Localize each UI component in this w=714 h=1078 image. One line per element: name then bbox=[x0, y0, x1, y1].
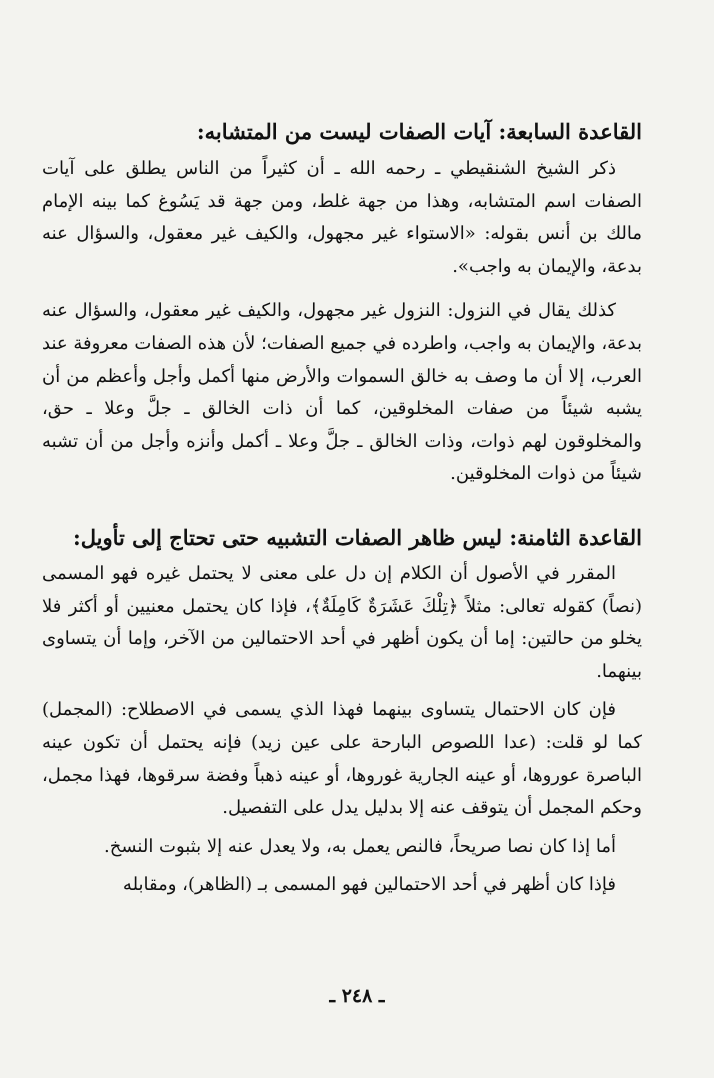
rule-8-paragraph-4: فإذا كان أظهر في أحد الاحتمالين فهو المسمى بـ (الظاهر)، ومقابله bbox=[122, 874, 616, 896]
rule-7-heading: القاعدة السابعة: آيات الصفات ليست من المتشابه: bbox=[196, 119, 642, 144]
rule-8-body bbox=[42, 558, 642, 902]
page-number: ـ ٢٤٨ ـ bbox=[329, 985, 385, 1007]
rule-8-heading: القاعدة الثامنة: ليس ظاهر الصفات التشبيه حتى تحتاج إلى تأويل: bbox=[72, 525, 642, 550]
rule-8-paragraph-2: فإن كان الاحتمال يتساوى بينهما فهذا الذي يسمى في الاصطلاح: (المجمل) كما لو قلت: (عدا اللصوص البارحة على عين زيد) فإنه يحتمل أن تكون عينه الباصرة عوروها، أو عينه الجارية غوروها، أو عينه ذهباً وفضة سرقوها، فهذا مجمل، وحكم المجمل أن يتوقف عنه إلا بدليل يدل على التفصيل. bbox=[42, 699, 642, 819]
rule-7-body bbox=[42, 153, 642, 491]
rule-8-paragraph-3: أما إذا كان نصا صريحاً، فالنص يعمل به، ولا يعدل عنه إلا بثبوت النسخ. bbox=[104, 835, 616, 857]
rule-7-paragraph-2: كذلك يقال في النزول: النزول غير مجهول، والكيف غير معقول، والسؤال عنه بدعة، والإيمان به واجب، واطرده في جميع الصفات؛ لأن هذه الصفات معروفة عند العرب، إلا أن ما وصف به خالق السموات والأرض منها أكمل وأجل وأعظم من أن يشبه شيئاً من صفات المخلوقين، كما أن ذات الخالق ـ جلَّ وعلا ـ حق، والمخلوقون لهم ذوات، وذات الخالق ـ جلَّ وعلا ـ أكمل وأنزه وأجل من أن تشبه شيئاً من ذوات المخلوقين. bbox=[42, 300, 642, 485]
rule-8-paragraph-1: المقرر في الأصول أن الكلام إن دل على معنى لا يحتمل غيره فهو المسمى (نصاً) كقوله تعالى: مثلاً ﴿تِلْكَ عَشَرَةٌ كَامِلَةٌ﴾، فإذا كان يحتمل معنيين أو أكثر فلا يخلو من حالتين: إما أن يكون أظهر في أحد الاحتمالين من الآخر، وإما أن يتساوى بينهما. bbox=[42, 563, 642, 682]
rule-7-paragraph-1: ذكر الشيخ الشنقيطي ـ رحمه الله ـ أن كثيراً من الناس يطلق على آيات الصفات اسم المتشابه، وهذا من جهة غلط، ومن جهة قد يَسُوغ كما بينه الإمام مالك بن أنس بقوله: «الاستواء غير مجهول، والكيف غير معقول، والسؤال عنه بدعة، والإيمان به واجب». bbox=[42, 158, 642, 277]
